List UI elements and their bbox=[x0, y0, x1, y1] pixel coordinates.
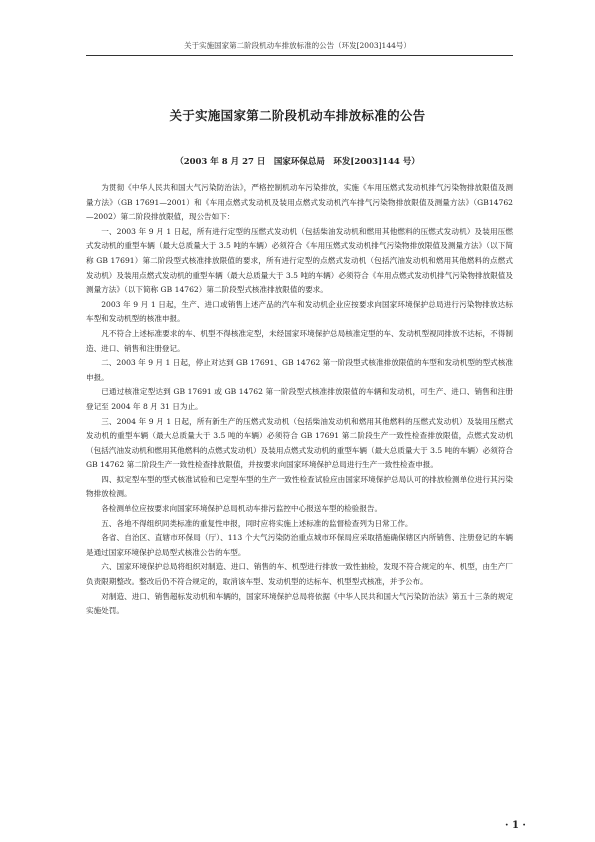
paragraph: 已通过核准定型达到 GB 17691 或 GB 14762 第一阶段型式核准排放限值的车辆和发动机，可生产、进口、销售和注册登记至 2004 年 8 月 31 日为止。 bbox=[86, 387, 513, 411]
paragraph: 二、2003 年 9 月 1 日起，停止对达到 GB 17691、GB 14762 第一阶段型式核准排放限值的车型和发动机型的型式核准申报。 bbox=[86, 358, 513, 382]
page-title: 关于实施国家第二阶段机动车排放标准的公告 bbox=[169, 108, 426, 123]
paragraph: 三、2004 年 9 月 1 日起，所有新生产的压燃式发动机（包括柴油发动机和燃用其他燃料的压燃式发动机）及装用压燃式发动机的重型车辆（最大总质量大于 3.5 吨的车辆）必须符合 GB 17691 第二阶段生产一致性检查排放限值，点燃式发动机（包括汽油发动机和燃用其他燃料的点燃式发动机）及装用点燃式发动机的重型车辆（最大总质量大于 3.5 吨的车辆）必须符合 GB 14762 第二阶段生产一致性检查排放限值，并按要求向国家环境保护总局进行生产一致性检查申报。 bbox=[86, 416, 513, 470]
body-text bbox=[86, 181, 513, 619]
paragraph: 五、各地不得组织同类标准的重复性申报，同时应将实施上述标准的监督检查列为日常工作。 bbox=[101, 518, 413, 528]
paragraph: 2003 年 9 月 1 日起，生产、进口或销售上述产品的汽车和发动机企业应按要求向国家环境保护总局进行污染物排放达标车型和发动机型的核准申报。 bbox=[86, 299, 513, 324]
paragraph: 各检测单位应按要求向国家环境保护总局机动车排污监控中心报送车型的检验报告。 bbox=[101, 504, 383, 514]
issue-line: （2003 年 8 月 27 日 国家环保总局 环发[2003]144 号） bbox=[175, 157, 420, 167]
paragraph: 凡不符合上述标准要求的车、机型不得核准定型，未经国家环境保护总局核准定型的车、发动机型视同排放不达标，不得制造、进口、销售和注册登记。 bbox=[86, 328, 513, 353]
header-rule bbox=[86, 55, 513, 56]
paragraph: 六、国家环境保护总局将组织对制造、进口、销售的车、机型进行排放一致性抽检，发现不符合规定的车、机型，由生产厂负责限期整改。整改后仍不符合规定的，取消该车型、发动机型的达标车、机型型式核准，并予公布。 bbox=[86, 562, 513, 587]
paragraph: 一、2003 年 9 月 1 日起，所有进行定型的压燃式发动机（包括柴油发动机和燃用其他燃料的压燃式发动机）及装用压燃式发动机的重型车辆（最大总质量大于 3.5 吨的车辆）必须符合《车用压燃式发动机排气污染物排放限值及测量方法》（以下简称 GB 17691）第二阶段型式核准排放限值的要求，所有进行定型的点燃式发动机（包括汽油发动机和燃用其他燃料的点燃式发动机）及装用点燃式发动机的重型车辆（最大总质量大于 3.5 吨的车辆）必须符合《车用点燃式发动机排气污染物排放限值及测量方法》（以下简称 GB 14762）第二阶段型式核准排放限值的要求。 bbox=[86, 226, 513, 295]
paragraph: 各省、自治区、直辖市环保局（厅）、113 个大气污染防治重点城市环保局应采取措施确保辖区内所销售、注册登记的车辆是通过国家环境保护总局型式核准公告的车型。 bbox=[86, 533, 513, 557]
paragraph: 四、拟定型车型的型式核准试验和已定型车型的生产一致性检查试验应由国家环境保护总局认可的排放检测单位进行其污染物排放检测。 bbox=[86, 474, 513, 499]
running-header: 关于实施国家第二阶段机动车排放标准的公告（环发[2003]144号） bbox=[184, 41, 411, 50]
page-number: · 1 · bbox=[505, 820, 526, 831]
paragraph: 为贯彻《中华人民共和国大气污染防治法》，严格控制机动车污染排放，实施《车用压燃式发动机排气污染物排放限值及测量方法》（GB 17691—2001）和《车用点燃式发动机及装用点燃式发动机汽车排气污染物排放限值及测量方法》（GB14762—2002）第二阶段排放限值，现公告如下： bbox=[86, 183, 513, 222]
paragraph: 对制造、进口、销售超标发动机和车辆的，国家环境保护总局将依据《中华人民共和国大气污染防治法》第五十三条的规定实施处罚。 bbox=[86, 591, 513, 616]
